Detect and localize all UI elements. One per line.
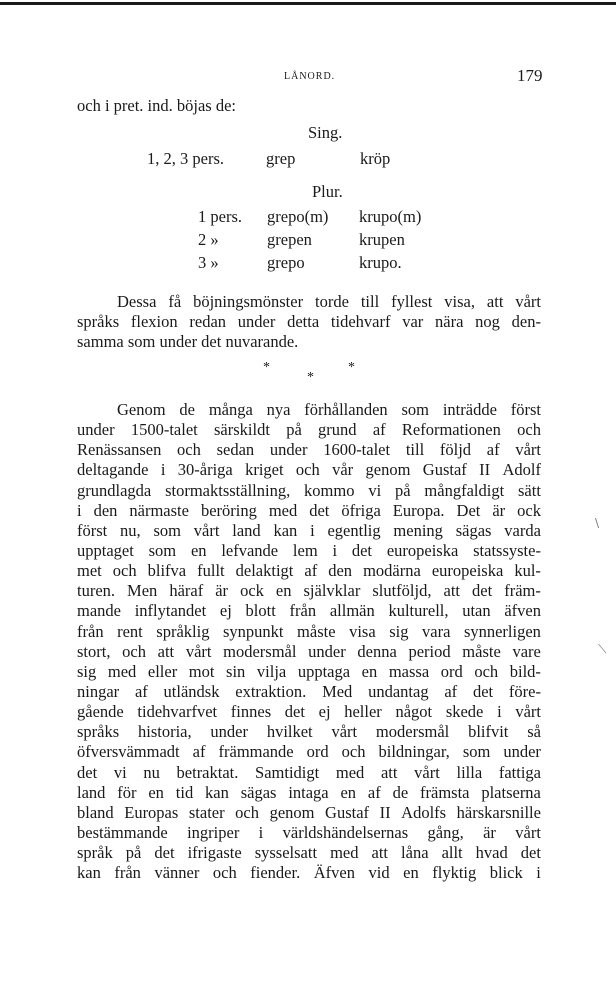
paragraph-line: bland Europas stater och genom Gustaf II Adolfs härskarsnille	[77, 802, 541, 822]
paragraph-line: först nu, som vårt land kan i egentlig mening sägas varda	[77, 520, 541, 540]
paragraph-line: samma som under det nuvarande.	[77, 332, 299, 351]
paragraph-line: språk på det ifrigaste sysselsatt med att låna allt hvad det	[77, 843, 541, 863]
paragraph-conclusion	[77, 292, 541, 352]
paragraph-line: språks flexion redan under detta tidehvarf var nära nog den-	[77, 312, 541, 331]
plur-verb1-2: grepen	[267, 230, 312, 249]
sing-person: 1, 2, 3 pers.	[147, 149, 224, 168]
paragraph-line: sig med eller mot sin vilja upptaga en massa ord och bild-	[77, 661, 541, 681]
plur-verb2-1: krupo(m)	[359, 207, 422, 226]
paragraph-line: Genom de många nya förhållanden som inträdde först	[117, 400, 541, 419]
paragraph-line: mande inflytandet ej blott från allmän kulturell, utan äfven	[77, 601, 541, 621]
sing-label: Sing.	[308, 123, 343, 142]
separator-star-center: *	[307, 370, 314, 385]
paragraph-line: land för en tid kan sägas intaga en af de främsta platserna	[77, 782, 541, 802]
separator-star-right: *	[348, 360, 355, 375]
plur-verb2-3: krupo.	[359, 253, 402, 272]
paragraph-line: språks historia, under hvilket vårt modersmål blifvit så	[77, 722, 541, 742]
paragraph-line: upptaget som en lefvande lem i det europeiska statssyste-	[77, 540, 541, 560]
plur-verb2-2: krupen	[359, 230, 405, 249]
margin-mark: ⟍	[598, 642, 607, 656]
paragraph-line: stort, och att vårt modersmål under denna period måste vare	[77, 641, 541, 661]
paragraph-line: ningar af utländsk extraktion. Med undantag af det före-	[77, 681, 541, 701]
paragraph-line: Renässansen och sedan under 1600-talet till följd af vårt	[77, 440, 541, 460]
paragraph-line: i den närmaste beröring med det öfriga Europa. Det är ock	[77, 500, 541, 520]
running-head	[0, 68, 616, 88]
separator-star-left: *	[263, 360, 270, 375]
paragraph-line: met och blifva fullt delaktigt af den modärna europeiska kul-	[77, 561, 541, 581]
plur-verb1-1: grepo(m)	[267, 207, 329, 226]
sing-verb-grep: grep	[266, 149, 296, 168]
paragraph-line: gående tidehvarfvet finnes det ej heller något skede i vårt	[77, 702, 541, 722]
paragraph-line: turen. Men häraf är ock en självklar slutföljd, att det främ-	[77, 581, 541, 601]
paragraph-line: Dessa få böjningsmönster torde till fyllest visa, att vårt	[117, 292, 541, 311]
plur-verb1-3: grepo	[267, 253, 305, 272]
paragraph-line: kan från vänner och fiender. Äfven vid en flyktig blick i	[77, 863, 541, 883]
paragraph-main	[77, 400, 541, 883]
paragraph-line: det vi nu betraktat. Samtidigt med att vårt lilla fattiga	[77, 762, 541, 782]
paragraph-line: öfversvämmadt af främmande ord och bildningar, som under	[77, 742, 541, 762]
paragraph-line: grundlagda stormaktsställning, kommo vi på mångfaldigt sätt	[77, 480, 541, 500]
page-number: 179	[517, 66, 543, 85]
margin-mark: \	[595, 516, 600, 530]
plur-person-1: 1 pers.	[198, 207, 242, 226]
sing-verb-krop: kröp	[360, 149, 391, 168]
intro-line: och i pret. ind. böjas de:	[77, 96, 237, 115]
plur-person-2: 2 »	[198, 230, 219, 249]
paragraph-line: under 1500-talet särskildt på grund af Reformationen och	[77, 420, 541, 440]
paragraph-line: deltagande i 30-åriga kriget och vår genom Gustaf II Adolf	[77, 460, 541, 480]
section-separator	[77, 354, 541, 384]
plur-person-3: 3 »	[198, 253, 219, 272]
paragraph-line: från rent språklig synpunkt måste visa sig vara synnerligen	[77, 621, 541, 641]
paragraph-line: bestämmande ingriper i världshändelsernas gång, är vårt	[77, 822, 541, 842]
plur-label: Plur.	[312, 182, 343, 201]
running-title: LÅNORD.	[284, 71, 336, 82]
top-rule	[0, 2, 616, 5]
